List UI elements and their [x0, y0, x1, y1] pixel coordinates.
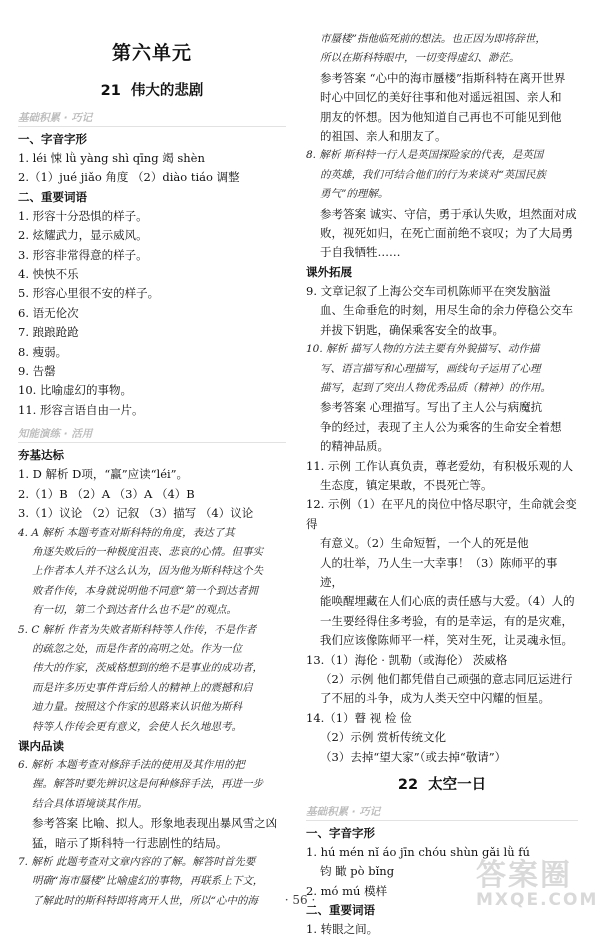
section-heading: 二、重要词语 — [18, 189, 87, 204]
lesson-number: 22 — [397, 777, 419, 794]
text-line: （3）去掉“望大家”（或去掉“敬请”） — [320, 749, 507, 764]
section-heading: 一、字音字形 — [18, 132, 87, 146]
text-line: 钧 瞰 pò bǐng — [320, 864, 395, 879]
page-number: · 56 · — [284, 893, 316, 907]
text-line: 1. 形容十分恐惧的样子。 — [18, 208, 148, 223]
text-line: 1. léi 悚 lǜ yàng shì qīng 竭 shèn — [18, 151, 205, 165]
text-line: 7. 解析 此题考查对文章内容的了解。解答时首先要 — [18, 856, 256, 868]
text-line: 我们应该像陈师平一样，笑对生死，让灵魂永恒。 — [320, 633, 573, 648]
text-line: 11. 示例 工作认真负责，尊老爱幼，有积极乐观的人 — [306, 458, 574, 473]
text-line: 9. 文章记叙了上海公交车司机陈师平在突发脑溢 — [306, 283, 551, 298]
text-line: 的祖国、亲人和朋友了。 — [320, 129, 447, 144]
text-line: 的疏忽之处，而是作者的高明之处。作为一位 — [32, 642, 242, 655]
text-line: 7. 踉踉跄跄 — [18, 325, 79, 340]
text-line: 3.（1）议论 （2）记叙 （3）描写 （4）议论 — [18, 506, 254, 521]
text-line: 伟大的作家，茨威格想到的绝不是事业的成功者， — [32, 662, 263, 675]
lesson-name: 太空一日 — [428, 777, 487, 794]
watermark-url: MXQE.COM — [476, 890, 599, 910]
text-line: 有一切，第二个到达者什么也不是”的观点。 — [32, 604, 237, 617]
watermark — [476, 850, 599, 912]
text-line: 12. 示例（1）在平凡的岗位中恪尽职守，生命就会变得 — [306, 497, 577, 531]
text-line: 的英雄，我们可结合他们的行为来谈对“英国民族 — [320, 168, 546, 181]
text-line: 描写，起到了突出人物优秀品质（精神）的作用。 — [320, 381, 551, 394]
text-line: （2）示例 他们都凭借自己顽强的意志同厄运进行 — [320, 672, 573, 686]
text-line: 了不屈的斗争，成为人类天空中闪耀的恒星。 — [320, 691, 550, 706]
text-line: 能唤醒埋藏在人们心底的责任感与大爱。（4）人的 — [320, 594, 575, 609]
text-line: 勇气”的理解。 — [320, 188, 389, 201]
text-line: 角逐失败后的一种极度沮丧、悲哀的心情。但事实 — [32, 545, 263, 558]
section-heading: 夯基达标 — [18, 448, 64, 463]
right-column — [306, 30, 578, 940]
text-line: 败，视死如归，在死亡面前绝不哀叹；为了大局勇 — [320, 226, 573, 241]
lesson-number: 21 — [100, 83, 121, 99]
text-line: 特等人作传会更有意义，会使人长久地思考。 — [32, 720, 242, 733]
text-line: 人的壮举，乃人生一大幸事！（3）陈师平的事迹， — [320, 555, 558, 589]
text-line: 5. 形容心里很不安的样子。 — [18, 286, 160, 301]
watermark-text: 答案圈 — [476, 858, 572, 893]
text-line: 结合具体语境谈其作用。 — [32, 797, 148, 810]
text-line: 而是许多历史事件背后给人的精神上的震撼和启 — [32, 681, 253, 694]
text-line: 了解此时的斯科特即将离开人世，所以“心中的海 — [32, 894, 258, 907]
lesson-title — [18, 79, 286, 100]
section-heading: 一、字音字形 — [306, 826, 375, 841]
left-column — [18, 30, 286, 911]
text-line: 血、生命垂危的时刻，用尽生命的余力停稳公交车 — [320, 303, 573, 318]
text-line: 11. 形容言语自由一片。 — [18, 402, 144, 417]
text-line: 迪力量。按照这个作家的思路来认识他为斯科 — [32, 701, 242, 714]
lesson-title — [306, 773, 578, 794]
section-heading: 课内品读 — [18, 738, 64, 753]
text-line: 2.（1）B （2）A （3）A （4）B — [18, 486, 195, 501]
text-line: 5. C 解析 作者为失败者斯科特等人作传，不是作者 — [18, 623, 257, 636]
text-line: 市蜃楼”指他临死前的想法。也正因为即将辞世， — [320, 33, 546, 45]
text-line: 写、语言描写和心理描写，画线句子运用了心理 — [320, 362, 541, 375]
text-line: 朋友的怀想。因为他知道自己再也不可能见到他 — [320, 109, 562, 124]
text-line: 9. 告罄 — [18, 364, 56, 379]
text-line: 1. hú mén nǐ áo jīn chóu shùn gǎi lǜ fú — [306, 845, 530, 860]
text-line: 败者作传，本身就说明他不同意“第一个到达者拥 — [32, 584, 258, 597]
text-line: 10. 比喻虚幻的事物。 — [18, 383, 132, 398]
text-line: 4. 怏怏不乐 — [18, 267, 79, 282]
text-line: 于自我牺牲…… — [320, 245, 401, 260]
text-line: 生态度，镇定果敢，不畏死亡等。 — [320, 477, 493, 492]
section-band: 基础积累 · 巧记 — [18, 110, 286, 127]
text-line: 2. mó mú 模样 — [306, 883, 388, 898]
text-line: 的精神品质。 — [320, 439, 389, 454]
text-line: 并拔下钥匙，确保乘客安全的故事。 — [320, 322, 504, 337]
text-line: 4. A 解析 本题考查对斯科特的角度，表达了其 — [18, 526, 235, 539]
text-line: 8. 解析 斯科特一行人是英国探险家的代表，是英国 — [306, 149, 544, 162]
text-line: 握。解答时要先辨识这是何种修辞手法，再进一步 — [32, 778, 263, 791]
text-line: 6. 语无伦次 — [18, 305, 79, 320]
lesson-name: 伟大的悲剧 — [130, 83, 204, 99]
text-line: 参考答案 心理描写。写出了主人公与病魔抗 — [320, 400, 543, 415]
text-line: 参考答案 比喻、拟人。形象地表现出暴风雪之凶 — [32, 816, 278, 831]
text-line: 1. 转眼之间。 — [306, 922, 379, 937]
text-line: 时心中回忆的美好往事和他对遥远祖国、亲人和 — [320, 90, 562, 105]
text-line: 2.（1）jué jiǎo 角度 （2）diào tiáo 调整 — [18, 170, 240, 185]
text-line: 参考答案 “心中的海市蜃楼”指斯科特在离开世界 — [320, 70, 566, 85]
text-line: 争的经过，表现了主人公为乘客的生命安全着想 — [320, 419, 562, 434]
text-line: 一生要经得住多考验，有的是幸运，有的是灾难， — [320, 613, 573, 628]
text-line: 6. 解析 本题考查对修辞手法的使用及其作用的把 — [18, 758, 245, 771]
text-line: 猛，暗示了斯科特一行悲剧性的结局。 — [32, 835, 228, 850]
text-line: 有意义。（2）生命短暂，一个人的死是他 — [320, 536, 529, 551]
text-line: （2）示例 赏析传统文化 — [320, 730, 446, 745]
text-line: 13.（1）海伦 · 凯勒（或海伦） 茨威格 — [306, 652, 508, 667]
text-line: 上作者本人并不这么认为，因为他为斯科特这个失 — [32, 565, 263, 578]
text-line: 14.（1）瞽 视 检 俭 — [306, 710, 412, 725]
text-line: 1. D 解析 D项，“赢”应读“léi”。 — [18, 467, 189, 482]
text-line: 明确“海市蜃楼”比喻虚幻的事物，再联系上下文， — [32, 875, 264, 888]
text-line: 8. 瘦弱。 — [18, 344, 68, 359]
section-heading: 课外拓展 — [306, 264, 352, 279]
text-line: 10. 解析 描写人物的方法主要有外貌描写、动作描 — [306, 343, 540, 356]
text-line: 3. 形容非常得意的样子。 — [18, 247, 148, 262]
section-heading: 二、重要词语 — [306, 903, 375, 918]
unit-title: 第六单元 — [111, 42, 192, 64]
text-line: 参考答案 诚实、守信，勇于承认失败，坦然面对成 — [320, 206, 577, 221]
section-band: 基础积累 · 巧记 — [306, 804, 578, 821]
section-band: 知能演练 · 活用 — [18, 426, 286, 443]
text-line: 2. 炫耀武力，显示威风。 — [18, 228, 148, 243]
text-line: 所以在斯科特眼中，一切变得虚幻、渺茫。 — [320, 52, 520, 65]
